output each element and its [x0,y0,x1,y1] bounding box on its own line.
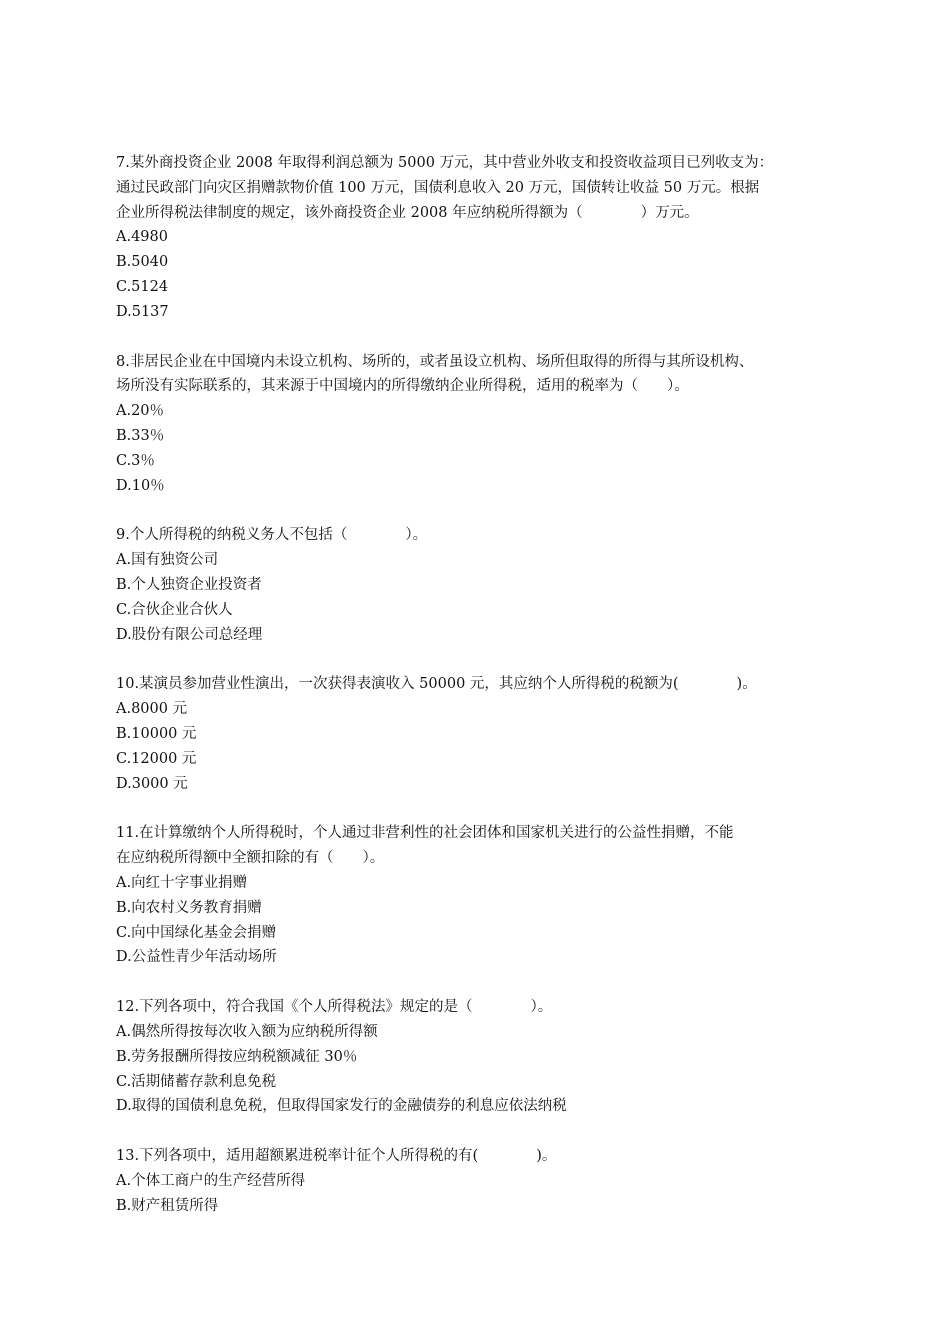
option-d: D.3000 元 [116,775,188,792]
option-c: C.12000 元 [116,750,197,767]
option-b: B.财产租赁所得 [116,1197,219,1214]
question-11 [116,821,846,970]
option-d: D.取得的国债利息免税，但取得国家发行的金融债券的利息应依法纳税 [116,1098,567,1115]
option-d: D.股份有限公司总经理 [116,626,263,643]
option-a: A.国有独资公司 [116,552,219,569]
option-b: B.33％ [116,427,165,444]
question-stem: 通过民政部门向灾区捐赠款物价值 100 万元，国债利息收入 20 万元，国债转让收益 50 万元。根据 [116,179,760,196]
option-d: D.公益性青少年活动场所 [116,949,277,966]
question-stem: 7.某外商投资企业 2008 年取得利润总额为 5000 万元，其中营业外收支和投资收益项目已列收支为： [116,155,774,171]
option-b: B.5040 [116,254,169,271]
option-a: A.偶然所得按每次收入额为应纳税所得额 [116,1023,378,1040]
question-12 [116,995,846,1119]
option-b: B.个人独资企业投资者 [116,576,262,593]
option-d: D.5137 [116,303,169,320]
option-a: A.4980 [116,229,168,246]
question-stem: 12.下列各项中，符合我国《个人所得税法》规定的是（ ）。 [116,999,553,1016]
question-list [116,151,846,1243]
question-stem: 10.某演员参加营业性演出，一次获得表演收入 50000 元，其应纳个人所得税的税额为( )。 [116,676,757,693]
question-stem: 场所没有实际联系的，其来源于中国境内的所得缴纳企业所得税，适用的税率为（ ）。 [116,378,689,395]
question-8 [116,350,846,499]
option-d: D.10％ [116,477,165,494]
option-c: C.合伙企业合伙人 [116,601,233,618]
question-9 [116,523,846,647]
option-c: C.3％ [116,452,155,469]
question-stem: 8.非居民企业在中国境内未设立机构、场所的，或者虽设立机构、场所但取得的所得与其所设机构、 [116,353,754,370]
option-b: B.向农村义务教育捐赠 [116,899,262,916]
question-stem: 在应纳税所得额中全额扣除的有（ ）。 [116,850,385,867]
option-b: B.10000 元 [116,725,197,742]
question-stem: 11.在计算缴纳个人所得税时，个人通过非营利性的社会团体和国家机关进行的公益性捐赠，不能 [116,825,734,842]
question-7 [116,151,846,325]
option-c: C.活期储蓄存款利息免税 [116,1073,277,1090]
option-a: A.个体工商户的生产经营所得 [116,1172,306,1189]
question-stem: 13.下列各项中，适用超额累进税率计征个人所得税的有( )。 [116,1148,557,1165]
option-a: A.8000 元 [116,701,188,718]
option-a: A.20％ [116,403,165,420]
option-a: A.向红十字事业捐赠 [116,874,248,891]
question-10 [116,672,846,796]
question-stem: 企业所得税法律制度的规定，该外商投资企业 2008 年应纳税所得额为（ ）万元。 [116,204,699,221]
option-b: B.劳务报酬所得按应纳税额减征 30％ [116,1048,358,1065]
question-13 [116,1144,846,1218]
question-stem: 9.个人所得税的纳税义务人不包括（ ）。 [116,527,428,544]
option-c: C.向中国绿化基金会捐赠 [116,924,277,941]
option-c: C.5124 [116,278,169,295]
